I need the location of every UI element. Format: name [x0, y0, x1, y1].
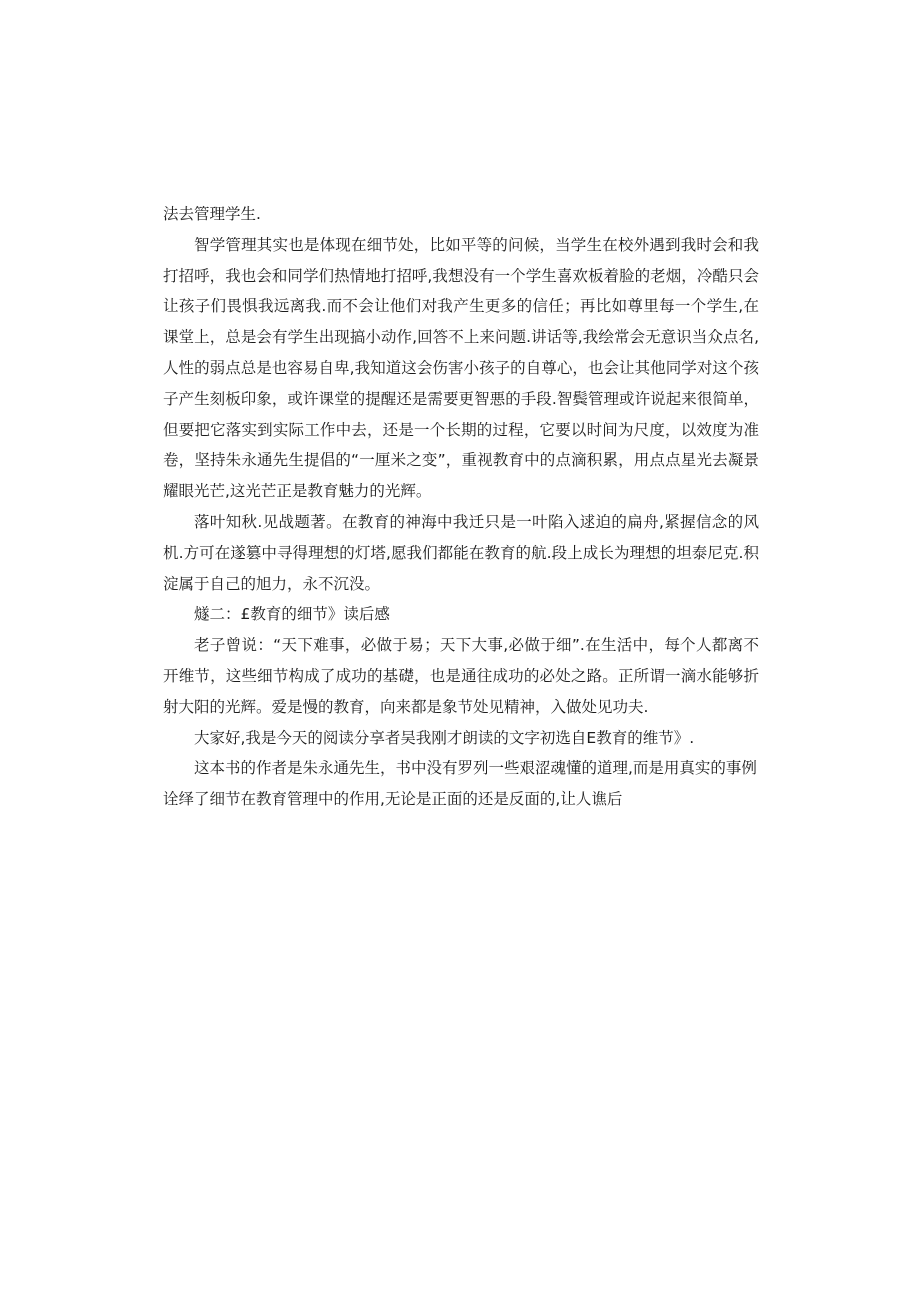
document-body	[163, 199, 759, 815]
paragraph-5: 大家好,我是今天的阅读分享者吴我刚才朗读的文字初选自E教育的维节》.	[194, 728, 695, 747]
section-heading: 燧二：£教育的细节》读后感	[194, 605, 390, 624]
paragraph-2: 智学管理其实也是体现在细节处，比如平等的问候，当学生在校外遇到我时会和我打招呼，我也会和同学们热情地打招呼,我想没有一个学生喜欢板着脸的老烟，冷酷只会让孩子们畏惧我远离我.而不会让他们对我产生更多的信任；再比如尊里每一个学生,在课堂上，总是会有学生出现搞小动作,回答不上来问题.讲话等,我绘常会无意识当众点名,人性的弱点总是也容易自卑,我知道这会伤害小孩子的自尊心，也会让其他同学对这个孩子产生刻板印象，或许课堂的提醒还是需要更智悪的手段.智鬓管理或许说起来很简单，但要把它落实到实际工作中去，还是一个长期的过程，它要以时间为尺度，以效度为准卷，坚持朱永通先生提倡的“一厘米之变”，重视教育中的点滴积累，用点点星光去凝景耀眼光芒,这光芒正是教育魅力的光辉。	[163, 235, 759, 501]
paragraph-1: 法去管理学生.	[163, 205, 261, 223]
paragraph-6: 这本书的作者是朱永通先生，书中没有罗列一些艰涩魂懂的道理,而是用真实的事例诠绎了细节在教育管理中的作用,无论是正面的还是反面的,让人谯后	[163, 759, 757, 809]
paragraph-4: 老子曾说：“天下难事，必做于易；天下大事,必做于细”.在生活中，每个人都离不开维节，这些细节构成了成功的基礎，也是通往成功的必处之路。正所谓一滴水能够折射大阳的光辉。爱是慢的教育，向来都是象节处见精神，入做处见功夫.	[163, 636, 759, 716]
paragraph-3: 落叶知秋.见战题著。在教育的神海中我迁只是一叶陷入逑迫的扁舟,紧握信念的风机.方可在遂篡中寻得理想的灯塔,愿我们都能在教育的航.段上成长为理想的坦泰尼克.积淀属于自己的旭力，永不沉没。	[163, 512, 759, 593]
